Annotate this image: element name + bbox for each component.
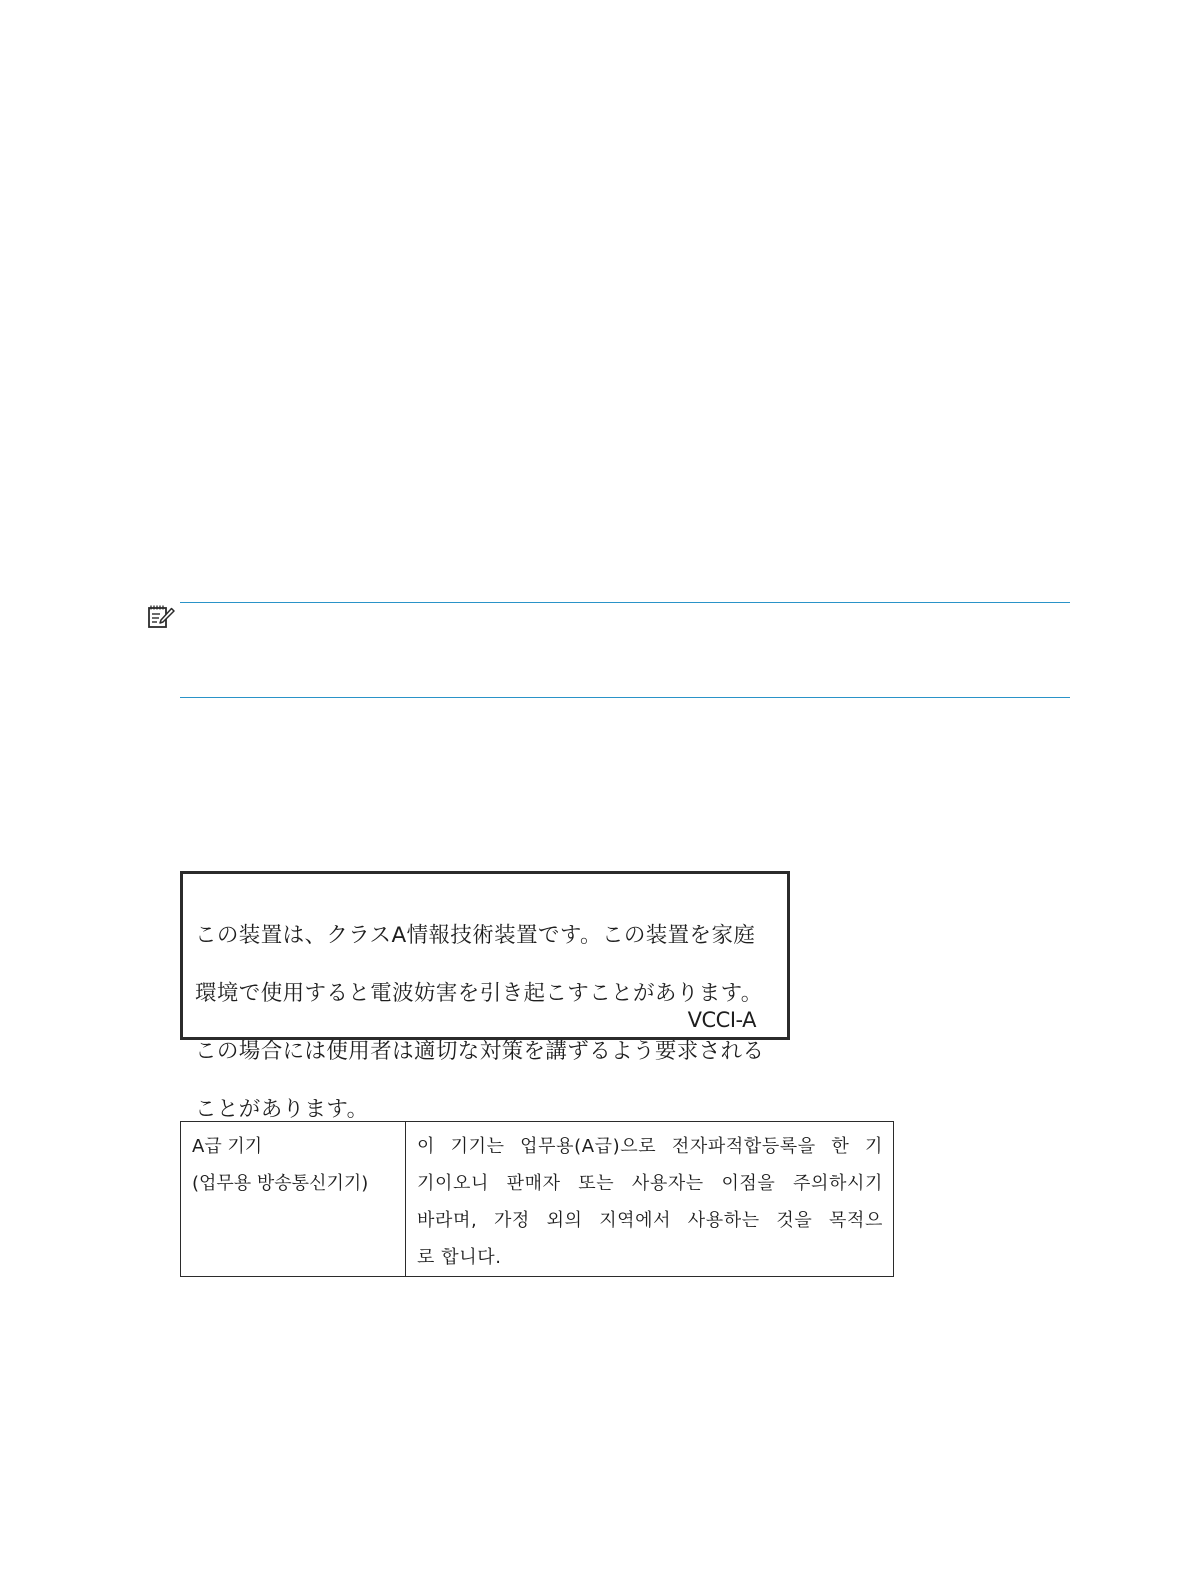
table-row (181, 1122, 894, 1277)
note-bottom-rule (180, 697, 1070, 698)
vcci-notice-box (180, 871, 790, 1122)
notice-line: 기이오니 판매자 또는 사용자는 이점을 주의하시기 (417, 1173, 883, 1194)
table-cell-class (181, 1122, 406, 1277)
notice-line: 바라며, 가정 외의 지역에서 사용하는 것을 목적으 (417, 1210, 883, 1231)
notice-line: 이 기기는 업무용(A급)으로 전자파적합등록을 한 기 (417, 1136, 883, 1157)
vcci-line: この場合には使用者は適切な対策を講ずるよう要求される (195, 1039, 765, 1064)
vcci-code-label: VCCI-A (687, 1008, 756, 1032)
notice-line: 로 합니다. (417, 1247, 502, 1268)
korean-notice-table (180, 1121, 894, 1277)
class-description: (업무용 방송통신기기) (192, 1173, 369, 1194)
note-top-rule (180, 602, 1070, 603)
note-icon (147, 604, 175, 630)
table-cell-notice (406, 1122, 894, 1277)
class-label: A급 기기 (192, 1136, 263, 1157)
vcci-line: ことがあります。 (195, 1097, 369, 1122)
vcci-line: この装置は、クラスA情報技術装置です。この装置を家庭 (195, 923, 756, 948)
vcci-line: 環境で使用すると電波妨害を引き起こすことがあります。 (195, 981, 763, 1006)
